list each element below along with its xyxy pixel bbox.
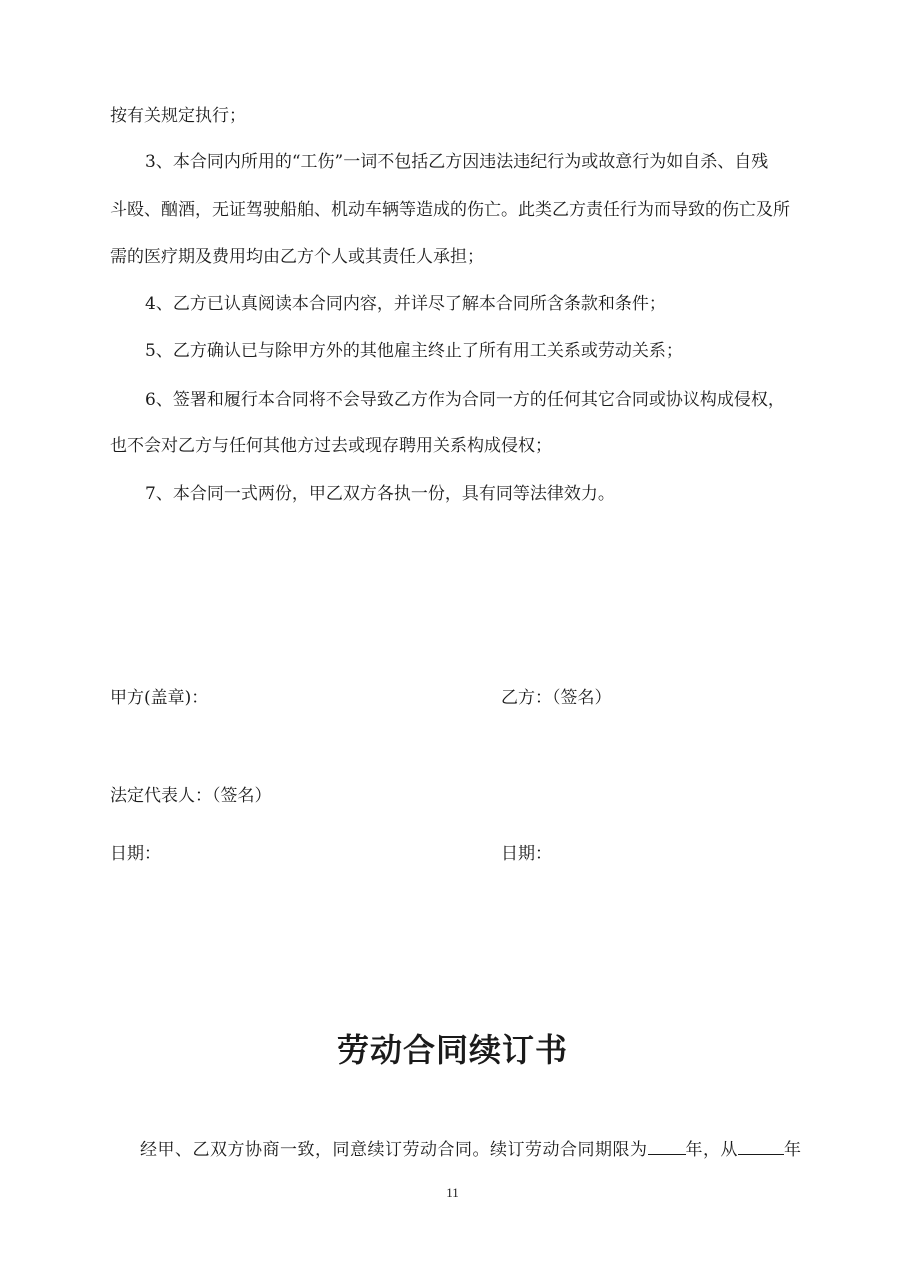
renewal-text-part3: 年 xyxy=(784,1140,802,1160)
start-year-blank xyxy=(738,1138,784,1155)
party-a-date-label: 日期： xyxy=(110,844,161,864)
clause-6-line-2: 也不会对乙方与任何其他方过去或现存聘用关系构成侵权； xyxy=(110,436,552,456)
renewal-text-part1: 经甲、乙双方协商一致，同意续订劳动合同。续订劳动合同期限为 xyxy=(140,1140,648,1160)
page-number: 11 xyxy=(446,1185,459,1200)
clause-7: 7、本合同一式两份，甲乙双方各执一份，具有同等法律效力。 xyxy=(145,484,615,504)
clause-5: 5、乙方确认已与除甲方外的其他雇主终止了所有用工关系或劳动关系； xyxy=(145,341,683,361)
clause-3-line-2: 斗殴、酗酒，无证驾驶船舶、机动车辆等造成的伤亡。此类乙方责任行为而导致的伤亡及所 xyxy=(110,200,790,220)
clause-3-line-3: 需的医疗期及费用均由乙方个人或其责任人承担； xyxy=(110,247,484,267)
clause-6-line-1: 6、签署和履行本合同将不会导致乙方作为合同一方的任何其它合同或协议构成侵权， xyxy=(145,390,785,410)
party-a-seal-label: 甲方(盖章)： xyxy=(110,688,209,708)
party-b-signature-label: 乙方：（签名） xyxy=(501,688,612,708)
renewal-title: 劳动合同续订书 xyxy=(336,1031,568,1069)
clause-4: 4、乙方已认真阅读本合同内容，并详尽了解本合同所含条款和条件； xyxy=(145,294,666,314)
clause-3-line-1: 3、本合同内所用的“工伤”一词不包括乙方因违法违纪行为或故意行为如自杀、自残 xyxy=(145,152,769,172)
renewal-text-part2: 年，从 xyxy=(685,1140,738,1160)
renewal-text xyxy=(140,1138,802,1162)
party-b-date-label: 日期： xyxy=(501,844,552,864)
term-years-blank xyxy=(648,1138,686,1155)
legal-representative-label: 法定代表人：（签名） xyxy=(110,786,272,806)
clause-continuation: 按有关规定执行； xyxy=(110,106,246,126)
